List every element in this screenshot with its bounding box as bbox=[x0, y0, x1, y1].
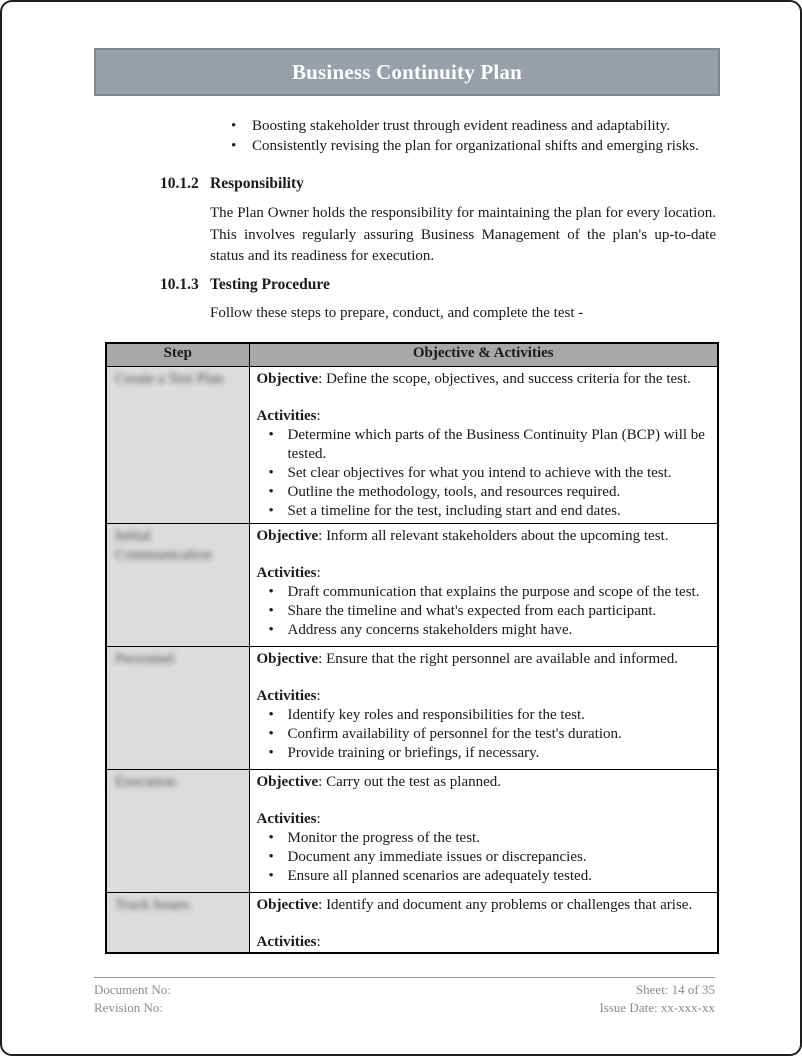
table-row bbox=[106, 523, 718, 646]
redacted-step-text: Personnel bbox=[115, 650, 175, 667]
redacted-step-text: Track Issues bbox=[115, 896, 190, 913]
table-row bbox=[106, 892, 718, 953]
objective-line: Objective: Inform all relevant stakeholders about the upcoming test. bbox=[256, 527, 669, 544]
objective-line: Objective: Identify and document any problems or challenges that arise. bbox=[256, 896, 693, 913]
intro-bullet-item: • Boosting stakeholder trust through evident readiness and adaptability. bbox=[252, 117, 716, 137]
footer-right-block bbox=[599, 981, 715, 1016]
responsibility-paragraph: The Plan Owner holds the responsibility for maintaining the plan for every location. This involves regularly assuring Business Management of the plan's up-to-date status and its readiness for execution. bbox=[210, 205, 716, 264]
table-row bbox=[106, 646, 718, 769]
activity-item: • Set a timeline for the test, including start and end dates. bbox=[288, 502, 710, 521]
activity-item: • Document any immediate issues or discrepancies. bbox=[288, 848, 710, 867]
activity-item: • Share the timeline and what's expected from each participant. bbox=[288, 602, 710, 621]
table-row bbox=[106, 769, 718, 892]
intro-bullet-list bbox=[252, 117, 716, 156]
activities-label: Activities: bbox=[256, 564, 321, 581]
activity-item: • Outline the methodology, tools, and resources required. bbox=[288, 483, 710, 502]
activities-label: Activities: bbox=[256, 933, 321, 950]
activity-item: • Provide training or briefings, if necessary. bbox=[288, 744, 710, 763]
activity-item: • Determine which parts of the Business Continuity Plan (BCP) will be tested. bbox=[288, 426, 710, 464]
section-title: Testing Procedure bbox=[210, 276, 330, 293]
activities-label: Activities: bbox=[256, 810, 321, 827]
objective-activities-cell bbox=[249, 523, 718, 646]
objective-activities-cell bbox=[249, 769, 718, 892]
footer-revision-no: Revision No: bbox=[94, 999, 163, 1015]
page-footer bbox=[94, 981, 715, 1016]
activities-list bbox=[257, 829, 710, 886]
activity-item: • Identify key roles and responsibilities for the test. bbox=[288, 706, 710, 725]
step-cell-redacted bbox=[106, 892, 249, 953]
objective-line: Objective: Define the scope, objectives, and success criteria for the test. bbox=[256, 370, 691, 387]
table-header-row bbox=[106, 343, 718, 366]
activities-list bbox=[257, 426, 710, 521]
redacted-step-text: Create a Test Plan bbox=[115, 370, 224, 387]
step-cell-redacted bbox=[106, 646, 249, 769]
objective-activities-cell bbox=[249, 646, 718, 769]
testing-procedure-intro: Follow these steps to prepare, conduct, and complete the test - bbox=[210, 305, 584, 321]
activities-label: Activities: bbox=[256, 687, 321, 704]
step-cell-redacted bbox=[106, 366, 249, 523]
activity-item: • Draft communication that explains the purpose and scope of the test. bbox=[288, 583, 710, 602]
objective-line: Objective: Ensure that the right personnel are available and informed. bbox=[256, 650, 679, 667]
redacted-step-text: Execution bbox=[115, 773, 176, 790]
testing-procedure-table bbox=[105, 342, 719, 954]
section-heading-testing-procedure bbox=[160, 276, 330, 294]
page-title: Business Continuity Plan bbox=[291, 59, 523, 84]
section-number: 10.1.3 bbox=[160, 276, 199, 293]
activity-item: • Set clear objectives for what you intend to achieve with the test. bbox=[288, 464, 710, 483]
activities-label: Activities: bbox=[256, 407, 321, 424]
activity-item: • Confirm availability of personnel for the test's duration. bbox=[288, 725, 710, 744]
section-title: Responsibility bbox=[210, 175, 304, 192]
footer-left-block bbox=[94, 981, 171, 1016]
column-header-objective-activities: Objective & Activities bbox=[249, 343, 718, 366]
section-number: 10.1.2 bbox=[160, 175, 199, 192]
objective-line: Objective: Carry out the test as planned. bbox=[256, 773, 502, 790]
document-title-banner bbox=[94, 48, 720, 96]
footer-sheet-number: Sheet: 14 of 35 bbox=[635, 982, 715, 997]
activity-item: • Address any concerns stakeholders might have. bbox=[288, 621, 710, 640]
step-cell-redacted bbox=[106, 769, 249, 892]
redacted-step-text: Initial Communication bbox=[115, 527, 212, 563]
activity-item: • Monitor the progress of the test. bbox=[288, 829, 710, 848]
footer-issue-date: Issue Date: xx-xxx-xx bbox=[599, 999, 715, 1015]
column-header-step: Step bbox=[106, 343, 249, 366]
objective-activities-cell bbox=[249, 892, 718, 953]
footer-document-no: Document No: bbox=[94, 982, 171, 997]
footer-divider bbox=[94, 977, 715, 978]
activities-list bbox=[257, 583, 710, 640]
objective-activities-cell bbox=[249, 366, 718, 523]
activity-item: • Ensure all planned scenarios are adequately tested. bbox=[288, 867, 710, 886]
intro-bullet-item: • Consistently revising the plan for organizational shifts and emerging risks. bbox=[252, 137, 716, 157]
activities-list bbox=[257, 706, 710, 763]
table-row bbox=[106, 366, 718, 523]
step-cell-redacted bbox=[106, 523, 249, 646]
section-heading-responsibility bbox=[160, 175, 304, 193]
